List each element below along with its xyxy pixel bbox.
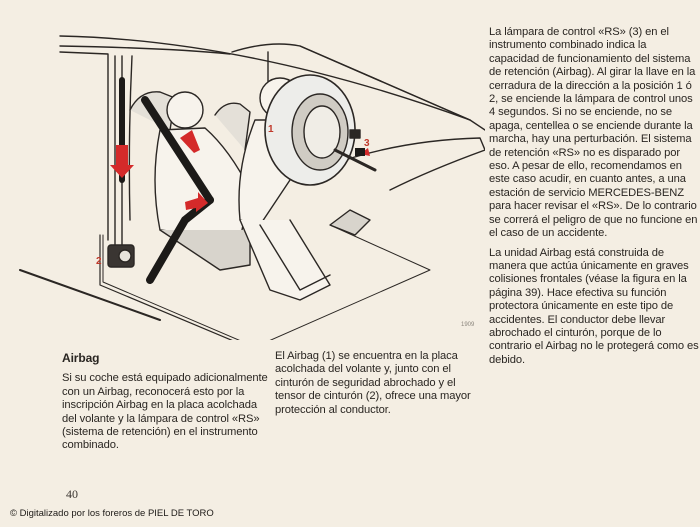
- airbag-location-paragraph: El Airbag (1) se encuentra en la placa acolchada del volante y, junto con el cinturón de seguridad abrochado y el tensor de cinturón (2), ofrece una mayor protección al conductor.: [275, 350, 471, 416]
- scan-credit: © Digitalizado por los foreros de PIEL DE TORO: [10, 508, 214, 519]
- callout-3: 3: [364, 138, 370, 149]
- rs-lamp-paragraph: La lámpara de control «RS» (3) en el instrumento combinado indica la capacidad de funcionamiento del sistema de retención (Airbag). Al girar la llave en la cerradura de la dirección a la posición 1 ó 2, se enciende la lámpara de control unos 4 segundos. Si no se enciende, no se apaga, centellea o se enciende durante la marcha, hay una perturbación. El sistema de retención «RS» no es disparado por eso. A pesar de ello, recomendamos en este caso acudir, en cuanto antes, a una estación de servicio MERCEDES-BENZ para hacer revisar el «RS». De lo contrario se correrá el peligro de que no funcione en el caso de un accidente.: [489, 26, 698, 240]
- section-heading: Airbag: [62, 351, 100, 365]
- middle-column: [275, 350, 487, 417]
- callout-1: 1: [268, 124, 274, 135]
- driver-legs: [240, 220, 330, 300]
- airbag-illustration: [0, 20, 485, 340]
- pedals: [330, 210, 370, 235]
- arrow-down-icon: [110, 145, 134, 178]
- figure-number: 1909: [461, 322, 475, 328]
- right-column: [489, 26, 699, 367]
- roof-line: [60, 52, 108, 240]
- callout-2: 2: [96, 256, 102, 267]
- page-number: 40: [66, 487, 78, 501]
- left-column: [62, 352, 272, 453]
- intro-paragraph: Si su coche está equipado adicionalmente con un Airbag, reconocerá esto por la inscripción Airbag en la placa acolchada del volante y la lámpara de control «RS» (sistema de retención) en el instrumento combinado.: [62, 372, 268, 452]
- passenger-head: [167, 92, 203, 128]
- airbag-unit-paragraph: La unidad Airbag está construida de manera que actúa únicamente en graves colisiones frontales (véase la figura en la página 39). Hace efectiva su función protectora únicamente en este tipo de accidentes. El conductor debe llevar abrochado el cinturón, porque de lo contrario el Airbag no le protegerá como es debido.: [489, 246, 699, 366]
